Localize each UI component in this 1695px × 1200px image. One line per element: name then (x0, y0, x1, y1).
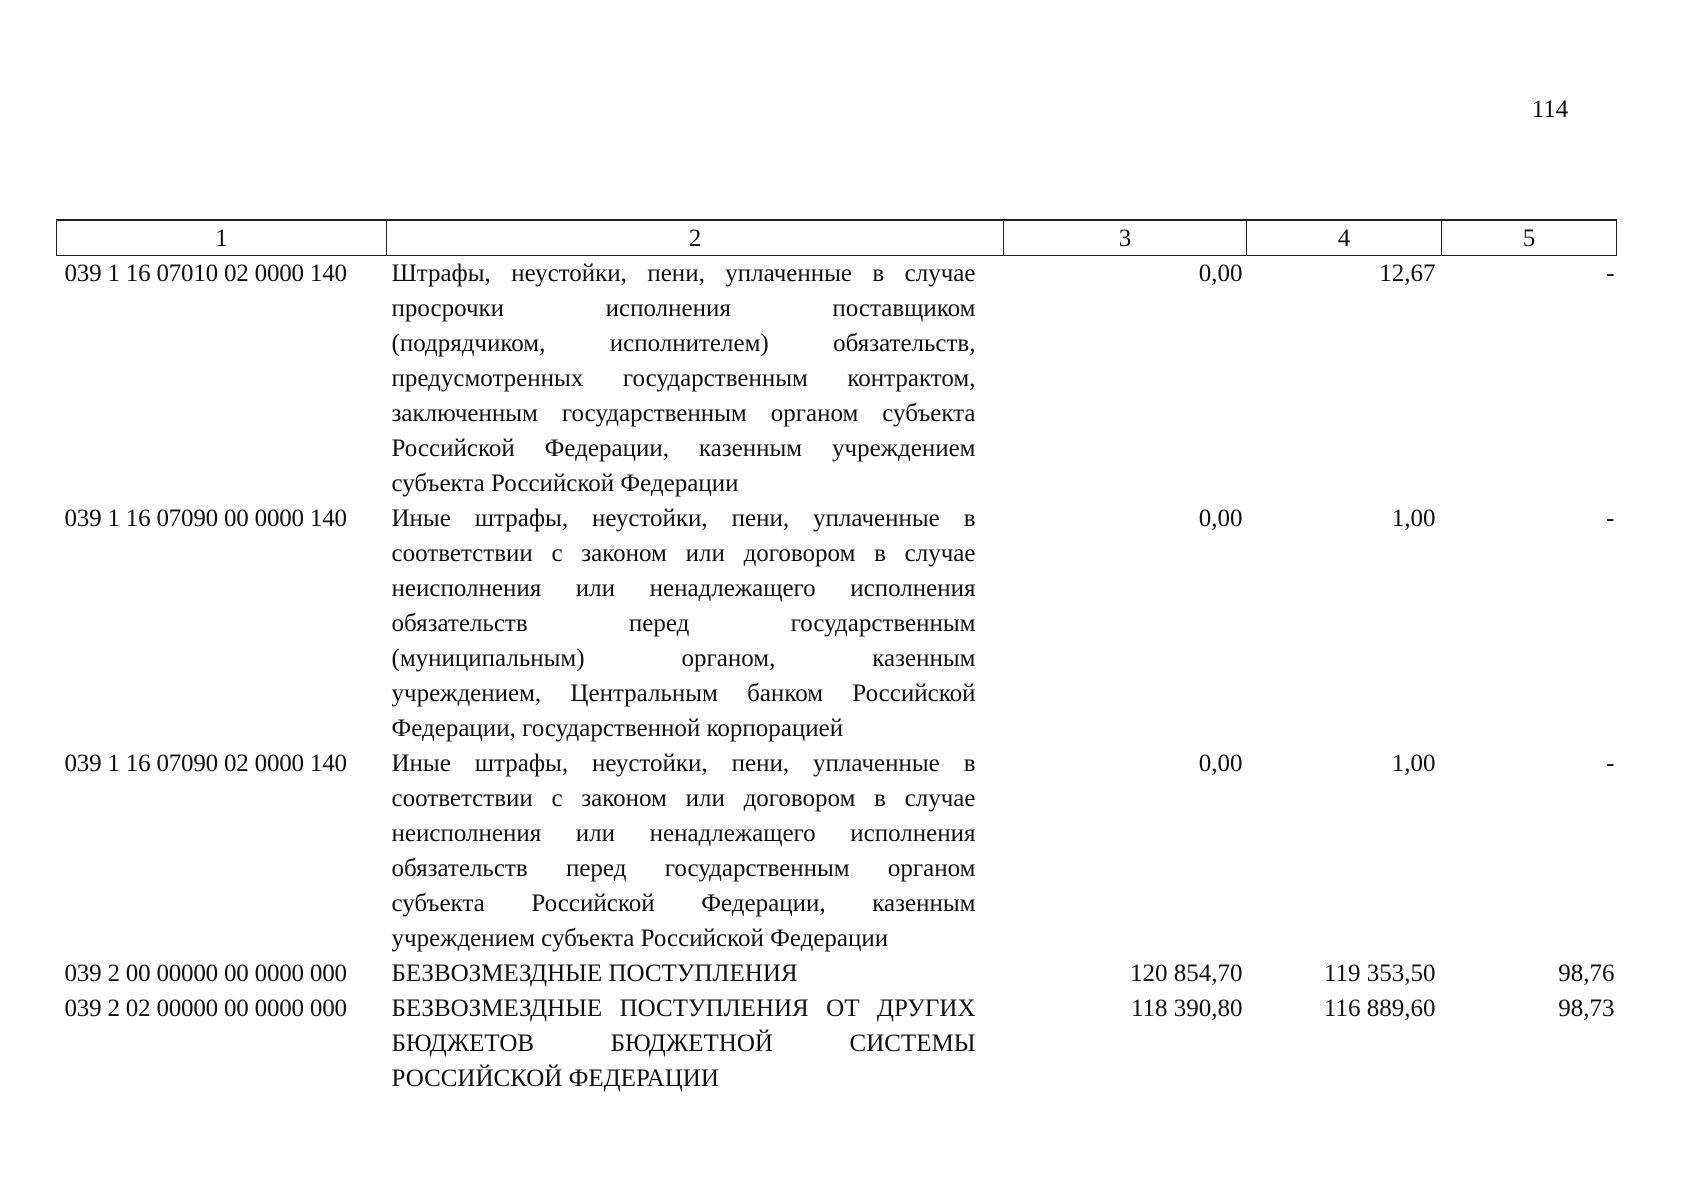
budget-revenue-table (56, 219, 1617, 1096)
budget-code-cell: 039 1 16 07090 02 0000 140 (64, 750, 347, 777)
revenue-name-line: просрочки исполнения поставщиком (391, 295, 976, 322)
table-row (57, 746, 1617, 956)
revenue-name-line: неисполнения или ненадлежащего исполнения (391, 820, 976, 847)
revenue-name-line: Федерации, государственной корпорацией (391, 715, 844, 742)
revenue-name-line: обязательств перед государственным органом (391, 855, 976, 882)
header-cell-4: 4 (1247, 220, 1442, 256)
revenue-name-line: предусмотренных государственным контрактом, (391, 365, 976, 392)
header-row (57, 220, 1617, 256)
column-3-value: 0,00 (1198, 750, 1243, 777)
header-cell-2: 2 (387, 220, 1004, 256)
column-4-value: 119 353,50 (1323, 960, 1436, 987)
revenue-name-cell (387, 991, 1004, 1096)
table-row (57, 256, 1617, 502)
revenue-name-line: Иные штрафы, неустойки, пени, уплаченные в (391, 750, 976, 777)
revenue-name-line: БЕЗВОЗМЕЗДНЫЕ ПОСТУПЛЕНИЯ ОТ ДРУГИХ (391, 995, 976, 1022)
column-5-value: - (1606, 505, 1615, 532)
column-4-value: 1,00 (1391, 505, 1436, 532)
table-body (57, 256, 1617, 1097)
header-cell-1: 1 (57, 220, 387, 256)
table-header (57, 220, 1617, 256)
revenue-name-line: РОССИЙСКОЙ ФЕДЕРАЦИИ (391, 1065, 719, 1092)
revenue-name-line: Штрафы, неустойки, пени, уплаченные в случае (391, 260, 976, 287)
page-number: 114 (1531, 96, 1569, 123)
table-row (57, 501, 1617, 746)
column-5-value: - (1606, 750, 1615, 777)
table-row (57, 956, 1617, 991)
column-4-value: 1,00 (1391, 750, 1436, 777)
revenue-name-line: Российской Федерации, казенным учреждением (391, 435, 976, 462)
revenue-name-line: субъекта Российской Федерации, казенным (391, 890, 976, 917)
revenue-name-line: субъекта Российской Федерации (391, 470, 739, 497)
header-cell-5: 5 (1442, 220, 1617, 256)
budget-code-cell: 039 1 16 07010 02 0000 140 (64, 260, 347, 287)
budget-code-cell: 039 2 02 00000 00 0000 000 (64, 995, 347, 1022)
revenue-name-cell (387, 956, 1004, 991)
revenue-name-line: соответствии с законом или договором в случае (391, 785, 976, 812)
column-4-value: 116 889,60 (1323, 995, 1436, 1022)
revenue-name-line: неисполнения или ненадлежащего исполнения (391, 575, 976, 602)
revenue-name-line: заключенным государственным органом субъекта (391, 400, 976, 427)
revenue-name-line: учреждением субъекта Российской Федерации (391, 925, 889, 952)
revenue-name-line: БЮДЖЕТОВ БЮДЖЕТНОЙ СИСТЕМЫ (391, 1030, 976, 1057)
revenue-name-cell (387, 256, 1004, 502)
column-3-value: 120 854,70 (1130, 960, 1243, 987)
column-3-value: 118 390,80 (1130, 995, 1243, 1022)
column-3-value: 0,00 (1198, 260, 1243, 287)
revenue-name-line: соответствии с законом или договором в случае (391, 540, 976, 567)
table-row (57, 991, 1617, 1096)
revenue-name-cell (387, 501, 1004, 746)
column-5-value: 98,73 (1558, 995, 1615, 1022)
column-5-value: - (1606, 260, 1615, 287)
revenue-name-line: Иные штрафы, неустойки, пени, уплаченные в (391, 505, 976, 532)
revenue-name-line: БЕЗВОЗМЕЗДНЫЕ ПОСТУПЛЕНИЯ (391, 960, 798, 987)
revenue-name-line: обязательств перед государственным (391, 610, 976, 637)
revenue-name-line: (подрядчиком, исполнителем) обязательств, (391, 330, 976, 357)
budget-code-cell: 039 1 16 07090 00 0000 140 (64, 505, 347, 532)
header-cell-3: 3 (1004, 220, 1247, 256)
revenue-name-line: учреждением, Центральным банком Российской (391, 680, 976, 707)
revenue-name-cell (387, 746, 1004, 956)
revenue-name-line: (муниципальным) органом, казенным (391, 645, 976, 672)
column-4-value: 12,67 (1379, 260, 1436, 287)
budget-code-cell: 039 2 00 00000 00 0000 000 (64, 960, 347, 987)
column-3-value: 0,00 (1198, 505, 1243, 532)
column-5-value: 98,76 (1558, 960, 1615, 987)
